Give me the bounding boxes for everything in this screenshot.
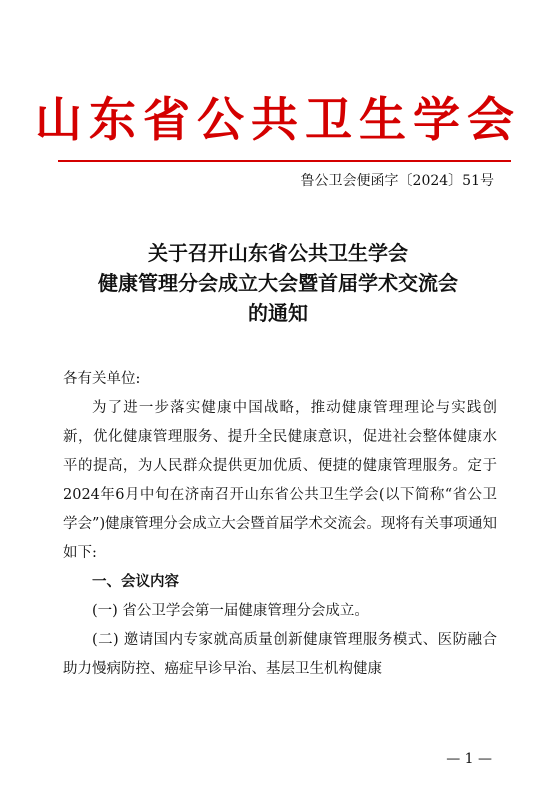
salutation: 各有关单位: [63, 371, 141, 387]
notice-body [63, 365, 497, 684]
title-line-2: 健康管理分会成立大会暨首届学术交流会 [98, 271, 458, 295]
page-number: — 1 — [446, 751, 492, 767]
intro-paragraph: 为了进一步落实健康中国战略，推动健康管理理论与实践创新，优化健康管理服务、提升全民健康意识，促进社会整体健康水平的提高，为人民群众提供更加优质、便捷的健康管理服务。定于2024年6月中旬在济南召开山东省公共卫生学会(以下简称“省公卫学会”)健康管理分会成立大会暨首届学术交流会。现将有关事项通知如下: [63, 400, 497, 561]
content-item-1: (一) 省公卫学会第一届健康管理分会成立。 [92, 603, 369, 619]
notice-title [0, 238, 556, 328]
content-item-2: (二) 邀请国内专家就高质量创新健康管理服务模式、医防融合助力慢病防控、癌症早诊早治、基层卫生机构健康 [63, 632, 497, 677]
title-line-3: 的通知 [248, 301, 308, 325]
title-line-1: 关于召开山东省公共卫生学会 [148, 241, 408, 265]
org-masthead: 山东省公共卫生学会 [35, 93, 521, 148]
document-number: 鲁公卫会便函字〔2024〕51号 [300, 173, 494, 189]
red-divider-line [58, 160, 511, 162]
section-heading-meeting-content: 一、会议内容 [92, 574, 179, 590]
